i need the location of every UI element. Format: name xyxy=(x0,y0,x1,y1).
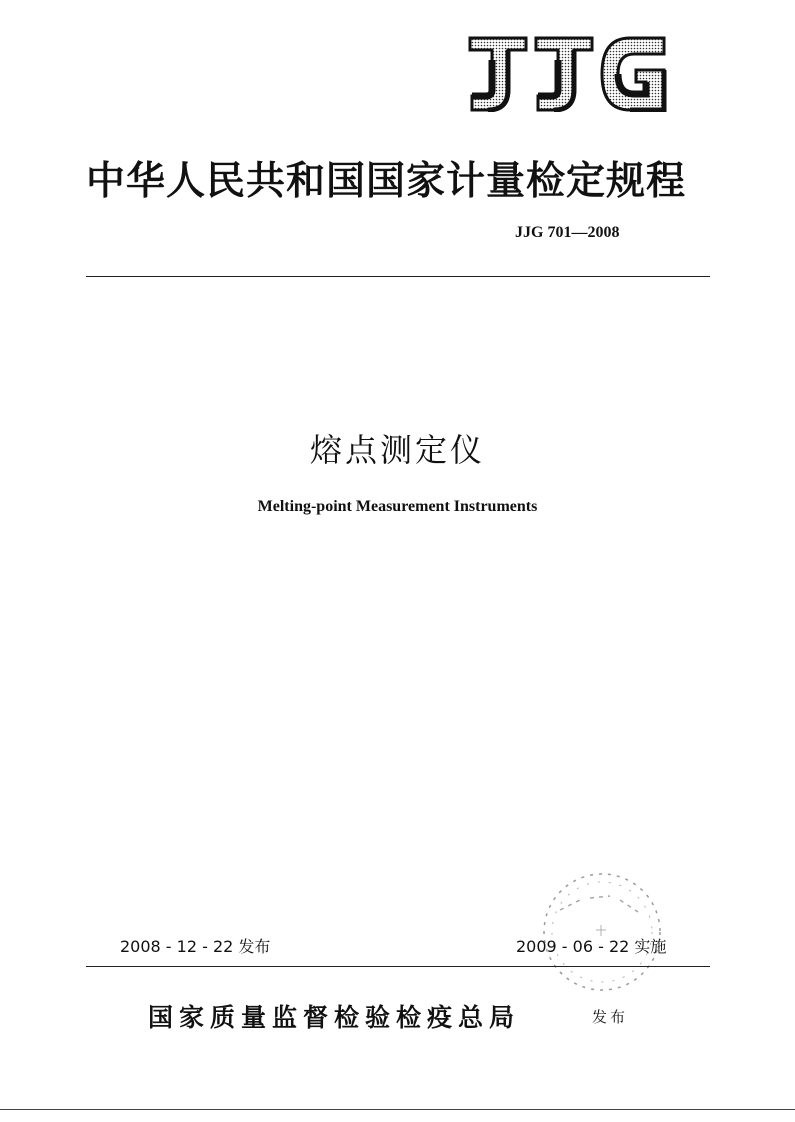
document-type-heading: 中华人民共和国国家计量检定规程 xyxy=(86,158,687,204)
title-chinese: 熔点测定仪 xyxy=(309,431,485,469)
top-divider xyxy=(86,276,710,277)
issue-date: 2008 - 12 - 22 发布 xyxy=(120,937,271,956)
bottom-divider xyxy=(86,966,710,967)
jjg-logo xyxy=(466,36,668,112)
publisher-name: 国家质量监督检验检疫总局 xyxy=(148,1003,521,1032)
standard-code: JJG 701—2008 xyxy=(515,224,620,241)
publisher-suffix: 发布 xyxy=(592,1008,629,1026)
effective-date: 2009 - 06 - 22 实施 xyxy=(516,937,667,956)
page-edge-line xyxy=(0,1109,795,1110)
title-english: Melting-point Measurement Instruments xyxy=(257,498,538,515)
